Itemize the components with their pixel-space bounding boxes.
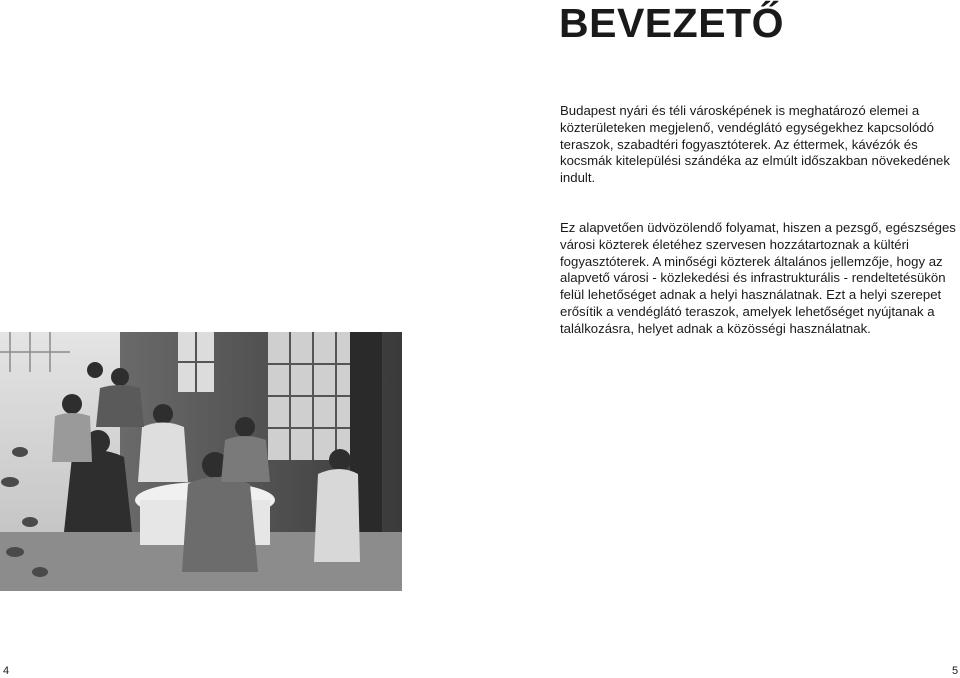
intro-paragraph-2: Ez alapvetően üdvözölendő folyamat, hiszen a pezsgő, egészséges városi közterek életéhez szervesen hozzátartoznak a kültéri fogyasztóterek. A minőségi közterek általános jellemzője, hogy az alapvető városi - közlekedési és infrastrukturális - rendeltetésükön felül lehetőséget adnak a helyi használatnak. Ezt a helyi szerepet erősítik a vendéglátó teraszok, amelyek lehetőséget nyújtanak a találkozásra, helyet adnak a közösségi használatnak. (560, 220, 956, 336)
page-number-right: 5 (952, 665, 959, 677)
page-number-left: 4 (3, 665, 10, 677)
terrace-photo (0, 332, 402, 591)
page-title: BEVEZETŐ (559, 0, 784, 46)
intro-paragraph-1: Budapest nyári és téli városképének is meghatározó elemei a közterületeken megjelenő, vendéglátó egységekhez kapcsolódó teraszok, szabadtéri fogyasztóterek. Az éttermek, kávézók és kocsmák kitelepülési szándéka az elmúlt időszakban növekedének indult. (560, 103, 950, 186)
